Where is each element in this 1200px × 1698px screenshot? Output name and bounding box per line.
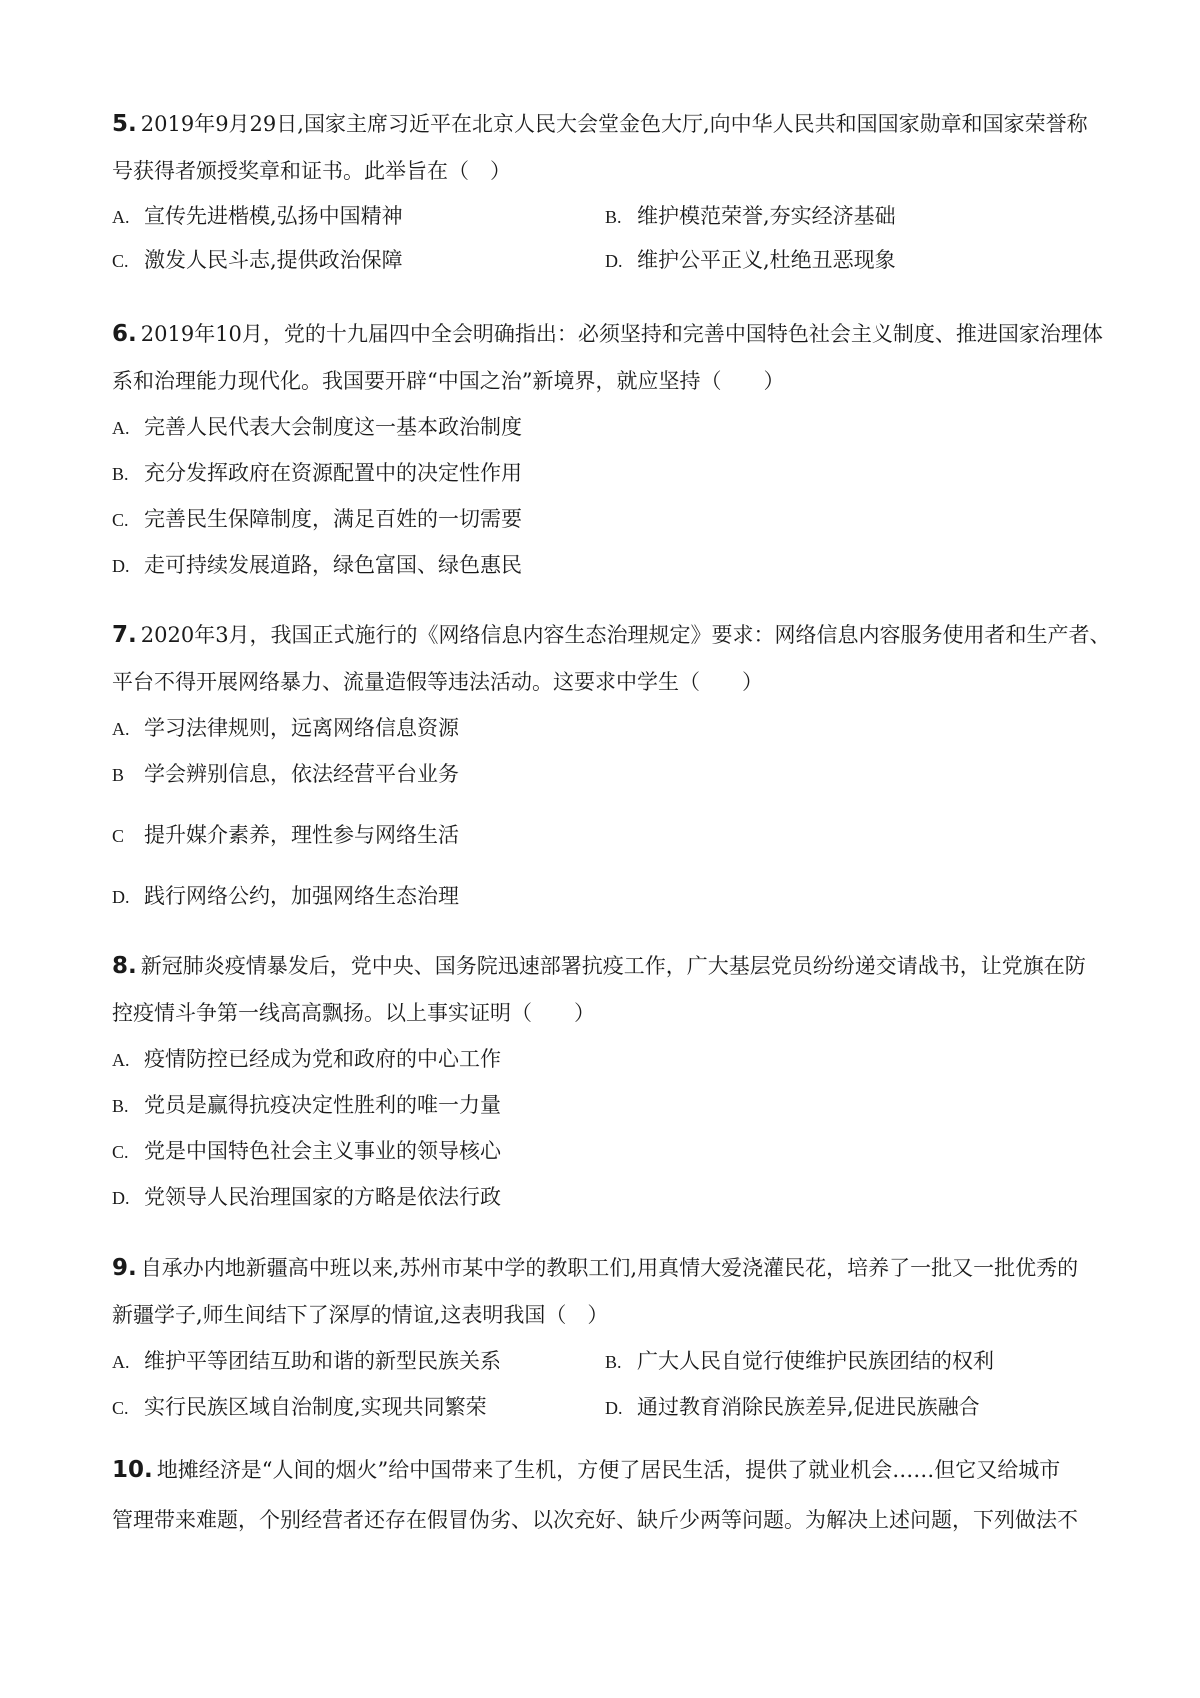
option-d[interactable]: D. 党领导人民治理国家的方略是依法行政 <box>112 1185 501 1209</box>
question-number: 8. <box>112 953 137 979</box>
option-d[interactable]: D. 践行网络公约，加强网络生态治理 <box>112 884 459 908</box>
option-b[interactable]: B. 党员是赢得抗疫决定性胜利的唯一力量 <box>112 1093 501 1117</box>
question-text-line: 自承办内地新疆高中班以来,苏州市某中学的教职工们,用真情大爱浇灌民花，培养了一批又一批优秀的 <box>140 1256 1079 1280</box>
option-d[interactable]: D. 通过教育消除民族差异,促进民族融合 <box>605 1395 980 1419</box>
question-number: 6. <box>112 321 137 347</box>
option-a[interactable]: A. 完善人民代表大会制度这一基本政治制度 <box>112 415 522 439</box>
question-text-line: 2019年10月，党的十九届四中全会明确指出：必须坚持和完善中国特色社会主义制度、推进国家治理体 <box>140 322 1103 346</box>
question-text-line: 系和治理能力现代化。我国要开辟“中国之治”新境界，就应坚持（ ） <box>112 369 785 393</box>
question-text-line: 新冠肺炎疫情暴发后，党中央、国务院迅速部署抗疫工作，广大基层党员纷纷递交请战书，让党旗在防 <box>140 954 1086 978</box>
option-b[interactable]: B. 充分发挥政府在资源配置中的决定性作用 <box>112 461 522 485</box>
option-c[interactable]: C. 党是中国特色社会主义事业的领导核心 <box>112 1139 501 1163</box>
option-b[interactable]: B. 广大人民自觉行使维护民族团结的权利 <box>605 1349 994 1373</box>
question-text-line: 控疫情斗争第一线高高飘扬。以上事实证明（ ） <box>112 1001 595 1025</box>
question-number: 5. <box>112 111 137 137</box>
question-text-line: 平台不得开展网络暴力、流量造假等违法活动。这要求中学生（ ） <box>112 670 763 694</box>
option-a[interactable]: A. 维护平等团结互助和谐的新型民族关系 <box>112 1349 501 1373</box>
option-c[interactable]: C 提升媒介素养，理性参与网络生活 <box>112 823 459 847</box>
option-b[interactable]: B. 维护模范荣誉,夯实经济基础 <box>605 204 896 228</box>
question-text-line: 2019年9月29日,国家主席习近平在北京人民大会堂金色大厅,向中华人民共和国国家勋章和国家荣誉称 <box>140 112 1088 136</box>
question-text-line: 2020年3月，我国正式施行的《网络信息内容生态治理规定》要求：网络信息内容服务使用者和生产者、 <box>140 623 1111 647</box>
option-a[interactable]: A. 疫情防控已经成为党和政府的中心工作 <box>112 1047 501 1071</box>
question-text-line: 管理带来难题，个别经营者还存在假冒伪劣、以次充好、缺斤少两等问题。为解决上述问题，下列做法不 <box>112 1508 1078 1532</box>
question-number: 10. <box>112 1457 153 1483</box>
option-d[interactable]: D. 维护公平正义,杜绝丑恶现象 <box>605 248 896 272</box>
question-number: 7. <box>112 622 137 648</box>
question-number: 9. <box>112 1255 137 1281</box>
question-text-line: 号获得者颁授奖章和证书。此举旨在（ ） <box>112 159 511 183</box>
option-a[interactable]: A. 学习法律规则，远离网络信息资源 <box>112 716 459 740</box>
question-text-line: 地摊经济是“人间的烟火”给中国带来了生机，方便了居民生活，提供了就业机会……但它又给城市 <box>156 1458 1061 1482</box>
option-c[interactable]: C. 完善民生保障制度，满足百姓的一切需要 <box>112 507 522 531</box>
option-a[interactable]: A. 宣传先进楷模,弘扬中国精神 <box>112 204 403 228</box>
option-c[interactable]: C. 激发人民斗志,提供政治保障 <box>112 248 403 272</box>
option-c[interactable]: C. 实行民族区域自治制度,实现共同繁荣 <box>112 1395 487 1419</box>
question-text-line: 新疆学子,师生间结下了深厚的情谊,这表明我国（ ） <box>112 1303 609 1327</box>
option-b[interactable]: B 学会辨别信息，依法经营平台业务 <box>112 762 459 786</box>
option-d[interactable]: D. 走可持续发展道路，绿色富国、绿色惠民 <box>112 553 522 577</box>
